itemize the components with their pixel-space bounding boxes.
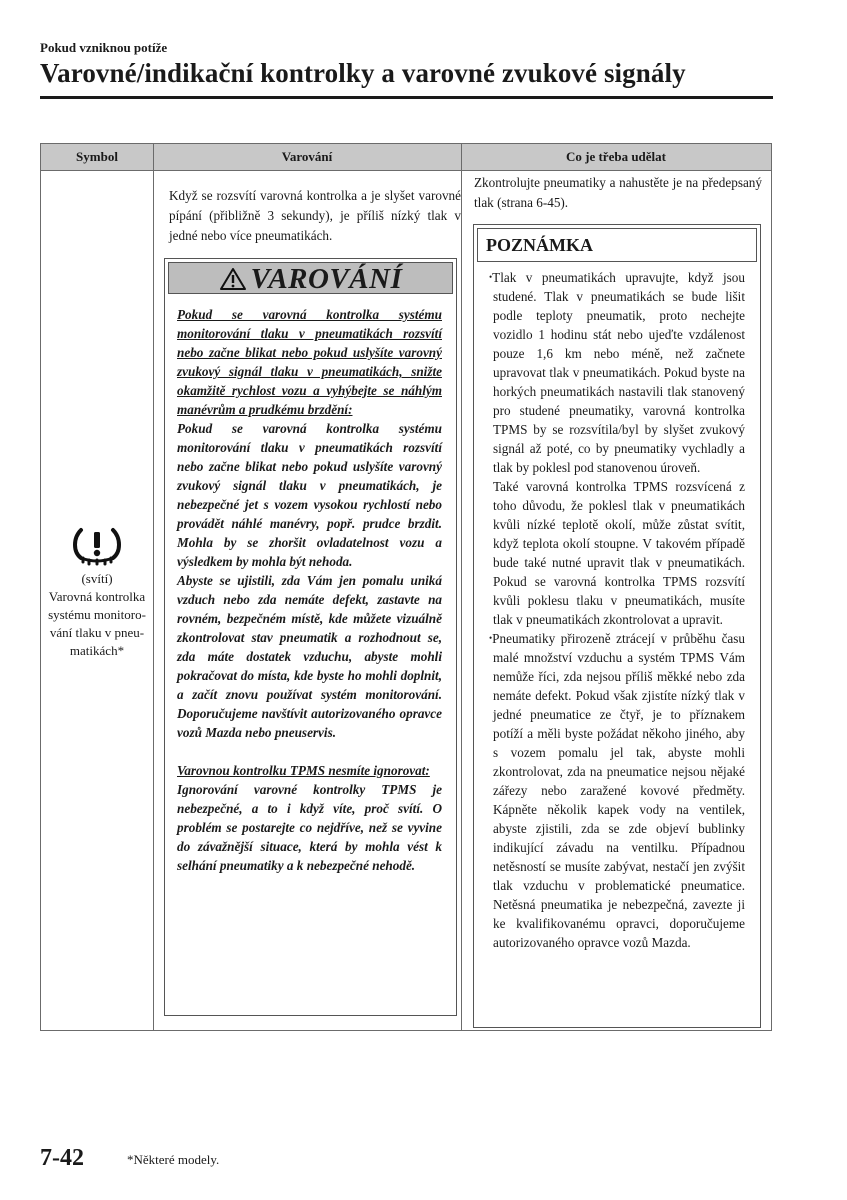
- warning-heading: Varovnou kontrolku TPMS nesmíte ignorovat:: [177, 763, 430, 778]
- symbol-label-line: vání tlaku v pneu-: [49, 625, 145, 640]
- note-box-body: [489, 268, 745, 952]
- column-header-symbol: Symbol: [76, 149, 118, 164]
- action-intro: Zkontrolujte pneumatiky a nahustěte je na předepsaný tlak (strana 6-45).: [474, 175, 762, 210]
- warning-table: [40, 143, 772, 1031]
- warning-paragraph: Pokud se varovná kontrolka systému monitorování tlaku v pneumatikách rozsvítí nebo začne blikat nebo pokud uslyšíte varovný zvukový signál tlaku v pneumatikách, je nebezpečné jet s vozem vysokou rychlostí nebo provádět náhlé manévry, popř. prudce brzdit. Mohla by se zhoršit ovladatelnost vozu a výsledkem by mohla být nehoda.: [177, 421, 442, 569]
- symbol-label-line: matikách*: [69, 643, 125, 658]
- warning-box-header: [168, 262, 453, 294]
- warning-paragraph: Ignorování varovné kontrolky TPMS je nebezpečné, a to i když víte, proč svítí. O problém se postarejte co nejdříve, než se vyvine do závažnější situace, která by mohla vést k selhání pneumatiky a k nebezpečné nehodě.: [177, 782, 442, 873]
- table-header: [41, 144, 771, 171]
- note-item: •Tlak v pneumatikách upravujte, když jsou studené. Tlak v pneumatikách se bude lišit podle teploty pneumatik, proto nechejte vozidlo 1 hodinu stát nebo ujeďte vzdálenost pouze 1,6 km nebo méně, než začnete upravovat tlak v pneumatikách. Pokud byste na horkých pneumatikách nastavili tlak stanovený pro studené pneumatiky, varovná kontrolka TPMS by se rozsvítila/byl by slyšet zvukový signál až poté, co by pneumatiky vychladly a tlak by poklesl pod stanovenou úroveň.: [489, 270, 745, 475]
- note-box-title: POZNÁMKA: [477, 228, 757, 262]
- column-divider: [461, 144, 462, 1030]
- warning-box-title: VAROVÁNÍ: [250, 262, 403, 295]
- column-divider: [153, 144, 154, 1030]
- column-header-action: Co je třeba udělat: [565, 149, 666, 164]
- tpms-warning-icon: [69, 524, 125, 566]
- warning-heading: Pokud se varovná kontrolka systému monitorování tlaku v pneumatikách rozsvítí nebo začne blikat nebo pokud uslyšíte varovný zvukový signál tlaku v pneumatikách, snižte okamžitě rychlost vozu a vyhýbejte se náhlým manévrům a prudkému brzdění:: [177, 307, 442, 417]
- symbol-state: (svítí): [81, 571, 113, 586]
- symbol-label-line: Varovná kontrolka: [48, 589, 146, 604]
- warning-paragraph: Abyste se ujistili, zda Vám jen pomalu uniká vzduch nebo zda nemáte defekt, zastavte na rovném, bezpečném místě, kde můžete vizuálně zkontrolovat stav pneumatik a rozhodnout se, zda máte dostatek vzduchu, abyste mohli pokračovat do místa, kde byste ho mohli doplnit, a začít znovu používat systém monitorování. Doporučujeme navštívit autorizovaného opravce vozů Mazda nebo pneuservis.: [177, 573, 442, 740]
- column-header-warning: Varování: [281, 149, 333, 164]
- page-title: Varovné/indikační kontrolky a varovné zvukové signály: [40, 58, 686, 88]
- section-label: Pokud vzniknou potíže: [40, 40, 168, 55]
- warning-intro: Když se rozsvítí varovná kontrolka a je slyšet varovné pípání (přibližně 3 sekundy), je příliš nízký tlak v jedné nebo více pneumatikách.: [169, 188, 461, 243]
- warning-triangle-icon: [219, 267, 247, 291]
- symbol-cell: [41, 524, 153, 660]
- note-item: •Pneumatiky přirozeně ztrácejí v průběhu času malé množství vzduchu a systém TPMS Vám nemůže říci, zda nejsou příliš měkké nebo zda nemáte defekt. Pokud však zjistíte nízký tlak v jedné pneumatice ze čtyř, je to příznakem potíží a měli byste požádat někoho jiného, aby s vozem pomalu jel tak, abyste mohli zkontrolovat, zda na pneumatice nejsou nějaké zářezy nebo zaražené kovové předměty. Kápněte několik kapek vody na ventilek, abyste zjistili, zda se zde objeví bublinky indikující závadu na ventilku. Případnou netěsností se musíte zabývat, nestačí jen zvýšit tlak vzduchu v problematické pneumatice. Netěsná pneumatika je nebezpečná, zavezte ji ke kvalifikovanému opravci, doporučujeme autorizovaného opravce vozů Mazda.: [489, 631, 745, 950]
- warning-box-body: [177, 305, 442, 875]
- symbol-label-line: systému monitoro-: [48, 607, 146, 622]
- footnote: *Některé modely.: [127, 1152, 220, 1167]
- note-box: [473, 224, 761, 1028]
- note-item: Také varovná kontrolka TPMS rozsvícená z toho důvodu, že poklesl tlak v pneumatikách kvůli nízké teplotě okolí, může zůstat svítit, když teplota okolí stoupne. V takovém případě bude také nutné upravit tlak v pneumatikách. Pokud se varovná kontrolka TPMS rozsvítí kvůli poklesu tlaku v pneumatikách, musíte tlak v pneumatikách zkontrolovat a upravit.: [493, 479, 745, 627]
- title-rule: [40, 96, 773, 99]
- warning-box: [164, 258, 457, 1016]
- page-number: 7-42: [40, 1145, 84, 1171]
